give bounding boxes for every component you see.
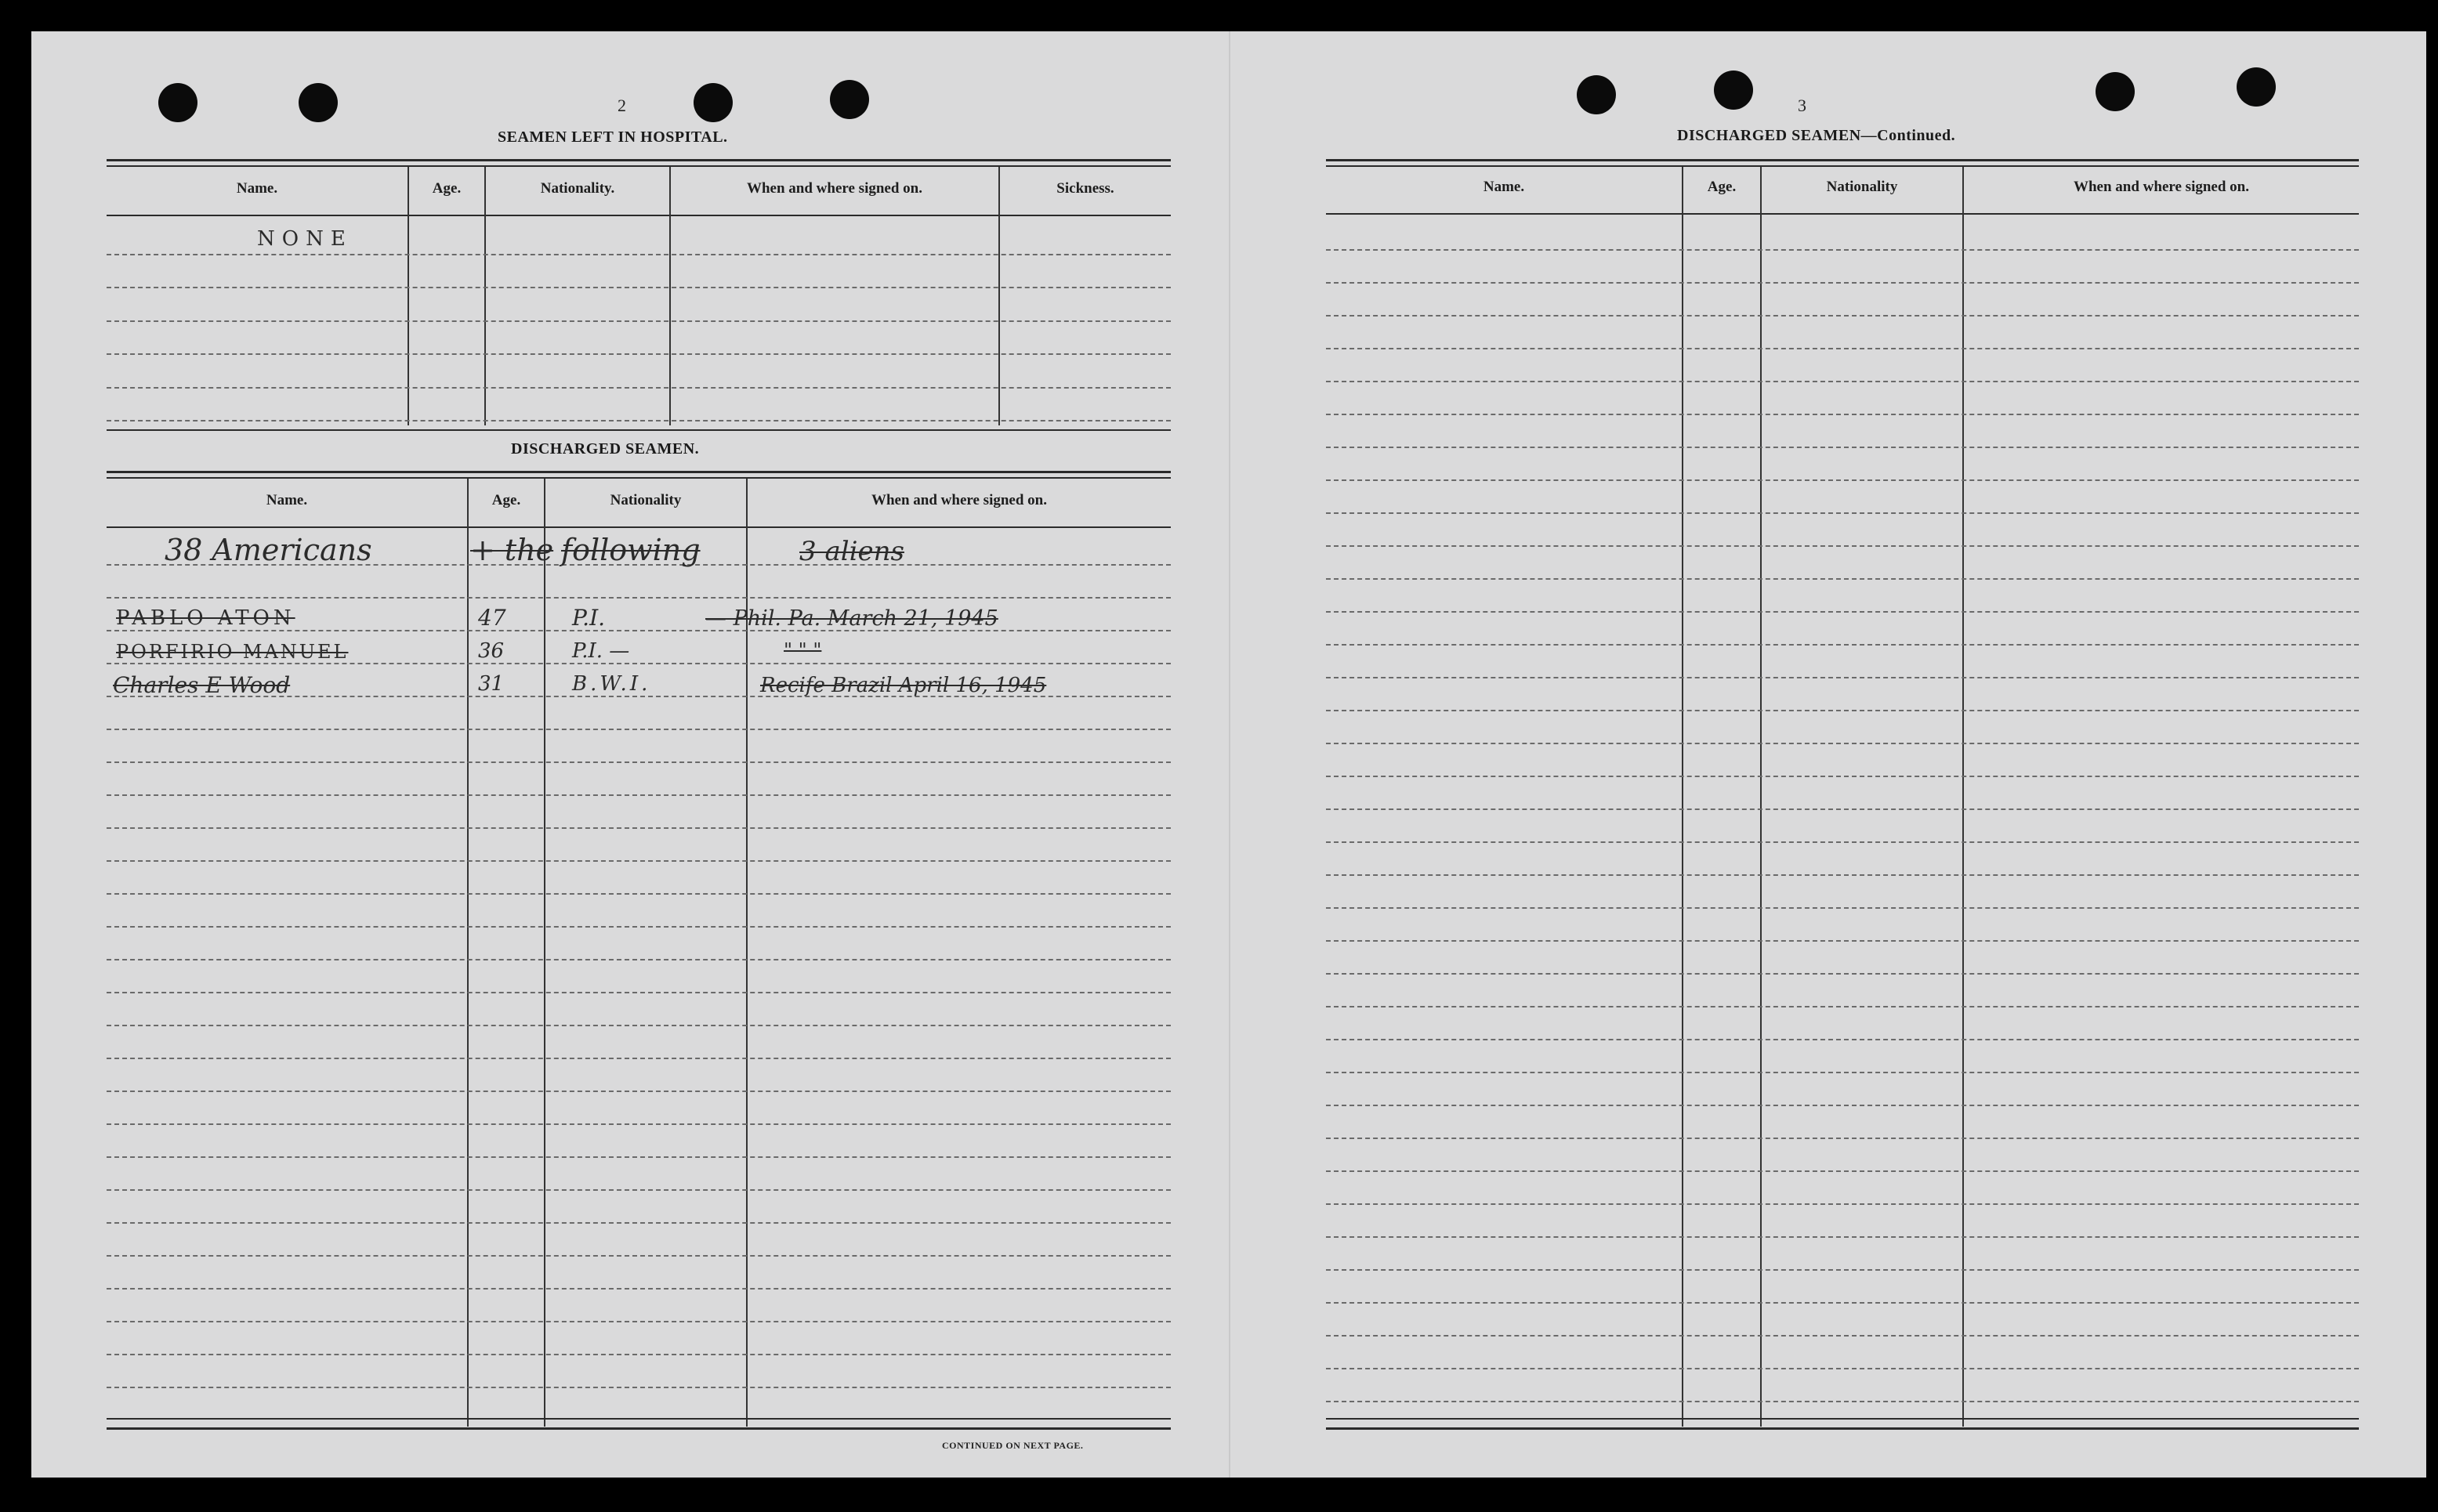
hospital-col-name: Name. [236, 180, 278, 197]
ruled-row [107, 1091, 1171, 1092]
summary-nationality: following [561, 533, 701, 567]
hospital-col-sickness: Sickness. [1056, 180, 1114, 197]
ruled-row [1326, 1269, 2359, 1271]
ruled-row [1326, 1105, 2359, 1106]
discharged-col-age: Age. [491, 492, 521, 508]
document-sheet [31, 31, 2426, 1478]
ruled-row [1326, 710, 2359, 711]
punch-hole [694, 83, 733, 122]
ruled-row [107, 1387, 1171, 1388]
ruled-row [107, 320, 1171, 322]
ruled-row [1326, 1302, 2359, 1304]
right-page [1229, 31, 2426, 1478]
ruled-row [1326, 1368, 2359, 1369]
ruled-row [107, 420, 1171, 421]
discharged-col-signed-on: When and where signed on. [871, 492, 1047, 508]
continued-col-age: Age. [1707, 179, 1737, 195]
ruled-row [107, 1321, 1171, 1322]
ruled-row [1326, 578, 2359, 580]
rule [1326, 159, 2359, 161]
ruled-row [1326, 973, 2359, 975]
continued-col-name: Name. [1483, 179, 1525, 195]
row-2-nationality: P.I. — [572, 639, 630, 663]
ruled-row [107, 1123, 1171, 1125]
left-page [31, 31, 1229, 1478]
rule [107, 429, 1171, 431]
ruled-row [1326, 743, 2359, 744]
ruled-row [1326, 1335, 2359, 1337]
row-2-name: PORFIRIO MANUEL [116, 641, 349, 663]
rule [107, 526, 1171, 528]
rule [107, 159, 1171, 161]
punch-hole [158, 83, 197, 122]
rule [1326, 1418, 2359, 1420]
rule [107, 477, 1171, 479]
discharged-section-title: DISCHARGED SEAMEN. [511, 440, 700, 458]
ruled-row [107, 860, 1171, 862]
row-2-age: 36 [478, 639, 505, 663]
ruled-row [1326, 414, 2359, 415]
row-2-signed: " " " [784, 639, 822, 661]
continued-note: CONTINUED ON NEXT PAGE. [942, 1440, 1084, 1451]
ruled-row [107, 761, 1171, 763]
punch-hole [299, 83, 338, 122]
row-1-age: 47 [478, 605, 506, 631]
discharged-col-nationality: Nationality [610, 492, 682, 508]
ruled-row [107, 1255, 1171, 1257]
punch-hole [2237, 67, 2276, 107]
column-divider [467, 479, 469, 1427]
ruled-row [107, 287, 1171, 288]
ruled-row [107, 1189, 1171, 1191]
ruled-row [1326, 249, 2359, 251]
ruled-row [1326, 348, 2359, 349]
ruled-row [107, 630, 1171, 631]
ruled-row [107, 387, 1171, 389]
ruled-row [1326, 940, 2359, 942]
ruled-row [107, 1222, 1171, 1224]
ruled-row [107, 1156, 1171, 1158]
ruled-row [1326, 1401, 2359, 1402]
ruled-row [107, 597, 1171, 599]
rule [1326, 165, 2359, 167]
continued-col-nationality: Nationality [1826, 179, 1898, 195]
row-3-signed: Recife Brazil April 16, 1945 [760, 674, 1047, 697]
punch-hole [1714, 71, 1753, 110]
ruled-row [107, 1288, 1171, 1290]
rule [1326, 213, 2359, 215]
ruled-row [107, 893, 1171, 895]
hospital-col-nationality: Nationality. [540, 180, 615, 197]
ruled-row [1326, 907, 2359, 909]
ruled-row [107, 992, 1171, 993]
ruled-row [107, 663, 1171, 664]
row-3-nationality: B.W.I. [572, 672, 651, 696]
ruled-row [1326, 808, 2359, 810]
ruled-row [107, 353, 1171, 355]
ruled-row [107, 926, 1171, 928]
ruled-row [1326, 512, 2359, 514]
ruled-row [107, 959, 1171, 960]
page-number: 3 [1798, 96, 1806, 115]
summary-name: 38 Americans [165, 533, 372, 567]
ruled-row [107, 1058, 1171, 1059]
ruled-row [107, 794, 1171, 796]
ruled-row [1326, 282, 2359, 284]
hospital-section-title: SEAMEN LEFT IN HOSPITAL. [498, 128, 728, 146]
rule [107, 471, 1171, 473]
row-1-name: PABLO ATON [116, 606, 295, 630]
ruled-row [1326, 644, 2359, 646]
row-3-name: Charles E Wood [113, 672, 291, 698]
hospital-entry: NONE [257, 227, 353, 251]
ruled-row [1326, 1006, 2359, 1007]
column-divider [544, 479, 545, 1427]
rule [107, 215, 1171, 216]
ruled-row [1326, 1236, 2359, 1238]
ruled-row [1326, 677, 2359, 678]
rule [107, 1418, 1171, 1420]
ruled-row [1326, 776, 2359, 777]
ruled-row [1326, 1039, 2359, 1040]
row-1-signed: — Phil. Pa. March 21, 1945 [705, 606, 998, 631]
ruled-row [1326, 874, 2359, 876]
punch-hole [1577, 75, 1616, 114]
rule [107, 1427, 1171, 1430]
summary-age: + the [470, 533, 554, 567]
rule [107, 165, 1171, 167]
ruled-row [1326, 1072, 2359, 1073]
punch-hole [830, 80, 869, 119]
summary-signed: 3 aliens [799, 536, 904, 567]
ruled-row [107, 1025, 1171, 1026]
ruled-row [1326, 315, 2359, 317]
discharged-continued-title: DISCHARGED SEAMEN—Continued. [1677, 127, 1956, 144]
ruled-row [1326, 1203, 2359, 1205]
ruled-row [1326, 1170, 2359, 1172]
ruled-row [1326, 545, 2359, 547]
ruled-row [1326, 447, 2359, 448]
ruled-row [107, 254, 1171, 255]
hospital-col-age: Age. [432, 180, 462, 197]
page-number: 2 [618, 96, 626, 115]
rule [1326, 1427, 2359, 1430]
ruled-row [1326, 841, 2359, 843]
ruled-row [107, 729, 1171, 730]
ruled-row [107, 827, 1171, 829]
ruled-row [107, 1354, 1171, 1355]
ruled-row [1326, 479, 2359, 481]
discharged-col-name: Name. [266, 492, 308, 508]
hospital-col-signed-on: When and where signed on. [746, 180, 922, 197]
row-3-age: 31 [478, 672, 505, 696]
ruled-row [1326, 381, 2359, 382]
ruled-row [1326, 1138, 2359, 1139]
ruled-row [1326, 611, 2359, 613]
row-1-nationality: P.I. [572, 605, 606, 631]
continued-col-signed-on: When and where signed on. [2073, 179, 2249, 195]
punch-hole [2096, 72, 2135, 111]
